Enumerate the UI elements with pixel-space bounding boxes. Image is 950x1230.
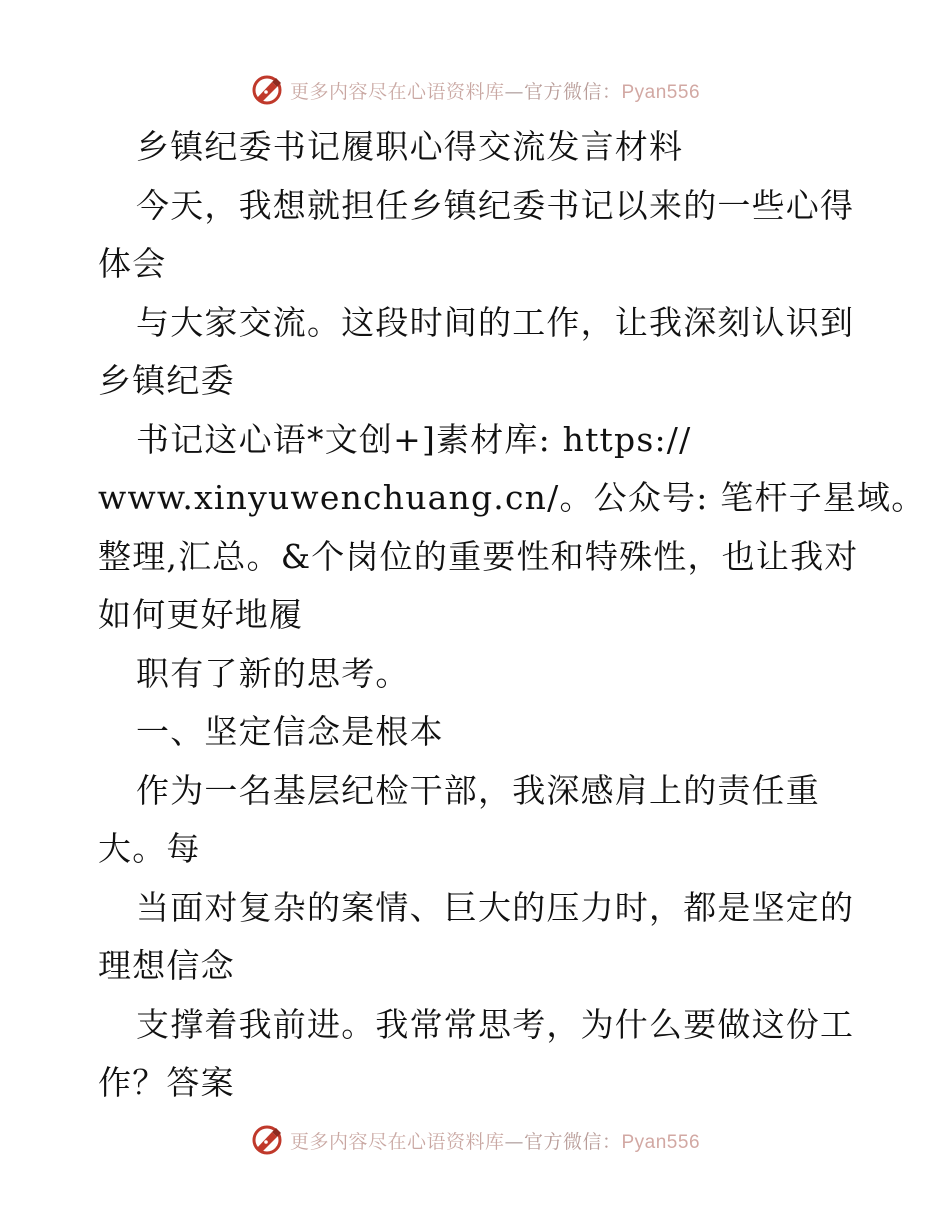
watermark-wechat-label: 官方微信： [523, 1130, 622, 1153]
watermark-dash: — [504, 80, 524, 103]
paragraph-line: www.xinyuwenchuang.cn/。公众号: 笔杆子星域。 [98, 478, 926, 517]
pen-nib-logo-icon [250, 73, 284, 107]
watermark-banner-bottom [0, 1120, 950, 1160]
watermark-dash: — [504, 1130, 524, 1153]
paragraph-line: 职有了新的思考。 [136, 653, 410, 693]
paragraph-line: 理想信念 [98, 946, 235, 985]
section-heading: 一、坚定信念是根本 [136, 712, 444, 751]
paragraph-line: 乡镇纪委 [98, 361, 235, 400]
paragraph-line: 今天，我想就担任乡镇纪委书记以来的一些心得 [136, 185, 855, 225]
paragraph-line: 支撑着我前进。我常常思考，为什么要做这份工 [136, 1004, 855, 1044]
watermark-wechat-id: Pyan556 [621, 81, 701, 103]
watermark-banner-top [0, 70, 950, 110]
paragraph-line: 整理,汇总。&个岗位的重要性和特殊性，也让我对 [98, 536, 859, 576]
paragraph-line: 当面对复杂的案情、巨大的压力时，都是坚定的 [136, 887, 855, 927]
paragraph-line: 书记这心语*文创+]素材库: https:// [136, 419, 692, 459]
watermark-text: 更多内容尽在心语资料库 [289, 1130, 505, 1153]
watermark-text: 更多内容尽在心语资料库 [289, 80, 505, 103]
paragraph-line: 大。每 [98, 829, 201, 868]
paragraph-line: 作为一名基层纪检干部，我深感肩上的责任重 [136, 770, 820, 810]
pen-nib-logo-icon [250, 1123, 284, 1157]
watermark-wechat-label: 官方微信： [523, 80, 622, 103]
paragraph-line: 如何更好地履 [98, 595, 304, 634]
paragraph-line: 体会 [98, 244, 167, 283]
document-body [98, 118, 926, 1113]
document-title: 乡镇纪委书记履职心得交流发言材料 [136, 127, 684, 166]
watermark-wechat-id: Pyan556 [621, 1131, 701, 1153]
paragraph-line: 与大家交流。这段时间的工作，让我深刻认识到 [136, 302, 855, 342]
paragraph-line: 作？答案 [98, 1063, 235, 1102]
